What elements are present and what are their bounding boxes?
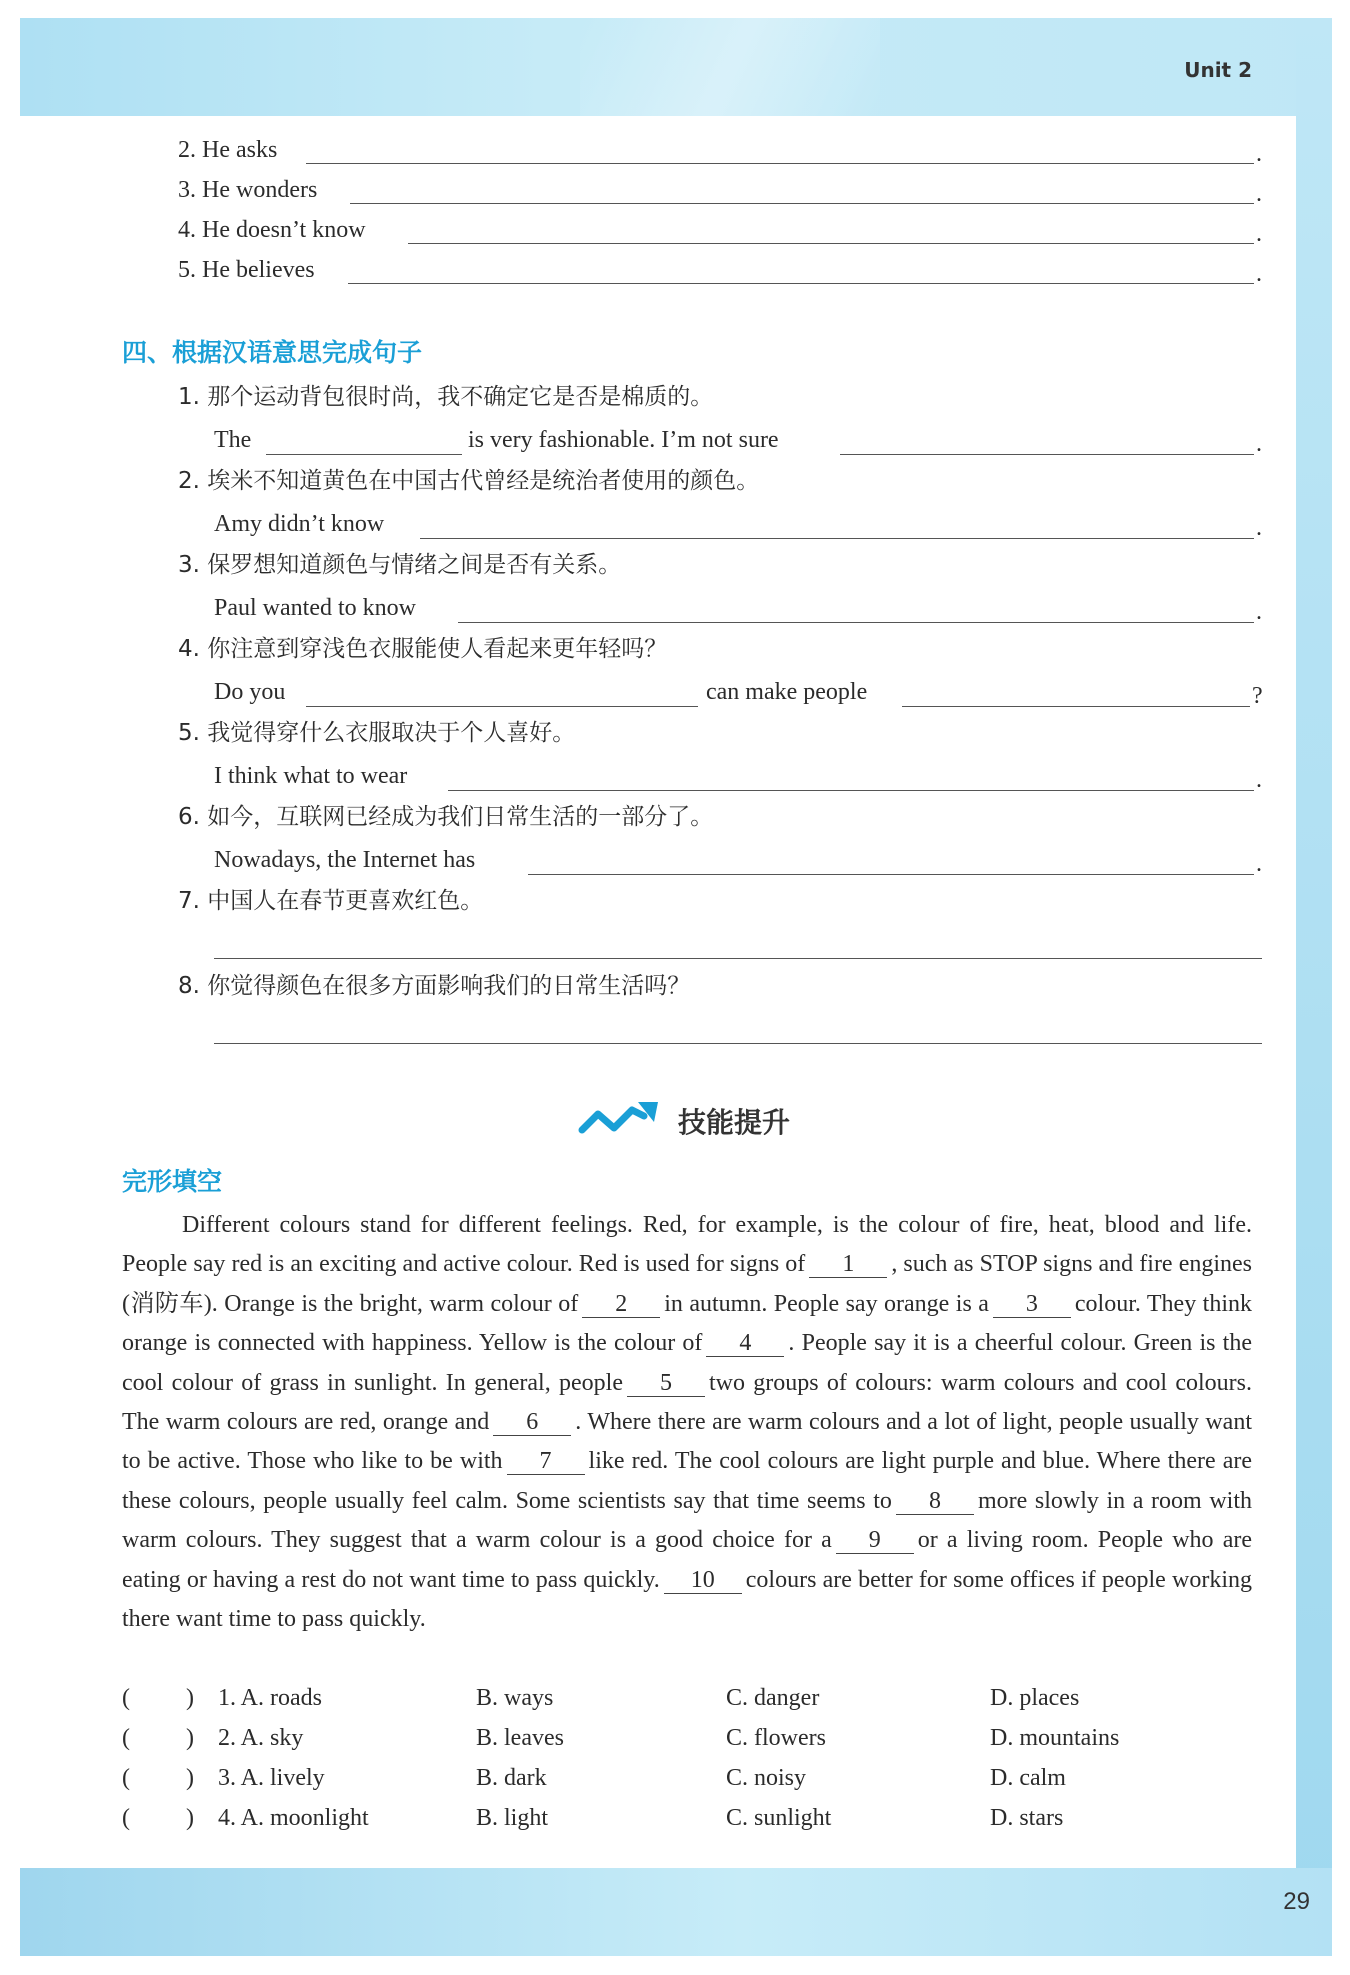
answer-line[interactable] — [448, 790, 1254, 791]
answer-line[interactable] — [214, 958, 1262, 959]
item-english-start: Paul wanted to know — [214, 595, 416, 621]
option-d[interactable]: D. places — [990, 1685, 1080, 1711]
answer-line[interactable] — [306, 706, 698, 707]
option-a[interactable]: 1. A. roads — [218, 1685, 322, 1711]
option-d[interactable]: D. calm — [990, 1765, 1066, 1791]
item-chinese: 6. 如今，互联网已经成为我们日常生活的一部分了。 — [178, 804, 714, 830]
answer-line[interactable] — [458, 622, 1254, 623]
blank-5[interactable]: 5 — [627, 1370, 705, 1397]
line-end: . — [1256, 431, 1262, 457]
line-end: . — [1256, 141, 1262, 167]
blank-4[interactable]: 4 — [706, 1330, 784, 1357]
answer-line[interactable] — [528, 874, 1254, 875]
answer-paren-close[interactable]: ) — [186, 1725, 194, 1751]
blank-8[interactable]: 8 — [896, 1488, 974, 1515]
answer-line[interactable] — [266, 454, 462, 455]
cloze-heading: 完形填空 — [122, 1167, 223, 1196]
option-c[interactable]: C. sunlight — [726, 1805, 832, 1831]
blank-6[interactable]: 6 — [493, 1409, 571, 1436]
item-chinese: 2. 埃米不知道黄色在中国古代曾经是统治者使用的颜色。 — [178, 468, 760, 494]
skills-title: 技能提升 — [678, 1106, 791, 1139]
right-band — [1296, 18, 1332, 1956]
item-english-start: The — [214, 427, 252, 453]
answer-line[interactable] — [306, 163, 1254, 164]
passage-text: colours are better for some offices if people working there want time to pass quickly. — [122, 1566, 1253, 1633]
item-english-start: Do you — [214, 679, 286, 705]
blank-3[interactable]: 3 — [993, 1291, 1071, 1318]
option-a[interactable]: 2. A. sky — [218, 1725, 304, 1751]
option-b[interactable]: B. dark — [476, 1765, 547, 1791]
option-c[interactable]: C. noisy — [726, 1765, 807, 1791]
line-end: ? — [1252, 683, 1263, 709]
answer-paren-close[interactable]: ) — [186, 1765, 194, 1791]
passage-text: Different colours stand for different feelings. Red, for example, is the colour of fire, heat, blood and life. People say red is an exciting and active colour. Red is used for signs of — [122, 1212, 1252, 1278]
line-end: . — [1256, 261, 1262, 287]
blank-10[interactable]: 10 — [664, 1567, 742, 1594]
passage-text: two groups of colours: warm colours and cool colours. The warm colours are red, orange and — [122, 1369, 1252, 1436]
passage-text: more slowly in a room with warm colours. They suggest that a warm colour is a good choice for a — [122, 1487, 1253, 1554]
passage-text: . Where there are warm colours and a lot of light, people usually want to be active. Those who like to be with — [122, 1409, 1253, 1475]
answer-line[interactable] — [840, 454, 1254, 455]
line-end: . — [1256, 221, 1262, 247]
item-chinese: 5. 我觉得穿什么衣服取决于个人喜好。 — [178, 720, 576, 746]
item-chinese: 1. 那个运动背包很时尚，我不确定它是否是棉质的。 — [178, 384, 714, 410]
answer-line[interactable] — [350, 203, 1254, 204]
header-band — [20, 18, 1332, 116]
item-english-start: I think what to wear — [214, 763, 408, 789]
item-english-mid: is very fashionable. I’m not sure — [468, 427, 779, 453]
answer-paren-open[interactable]: ( — [122, 1685, 130, 1711]
answer-paren-open[interactable]: ( — [122, 1765, 130, 1791]
option-b[interactable]: B. light — [476, 1805, 549, 1831]
item-chinese: 8. 你觉得颜色在很多方面影响我们的日常生活吗？ — [178, 973, 691, 999]
blank-9[interactable]: 9 — [836, 1527, 914, 1554]
section-heading: 四、根据汉语意思完成句子 — [122, 338, 423, 367]
cloze-passage — [122, 1206, 1252, 1639]
answer-line[interactable] — [408, 243, 1254, 244]
item-english-start: Nowadays, the Internet has — [214, 847, 476, 873]
option-a[interactable]: 3. A. lively — [218, 1765, 325, 1791]
item-chinese: 3. 保罗想知道颜色与情绪之间是否有关系。 — [178, 552, 622, 578]
passage-text: colour. They think orange is connected with happiness. Yellow is the colour of — [122, 1290, 1253, 1357]
line-end: . — [1256, 599, 1262, 625]
answer-line[interactable] — [214, 1043, 1262, 1044]
answer-paren-open[interactable]: ( — [122, 1725, 130, 1751]
passage-text: . People say it is a cheerful colour. Green is the cool colour of grass in sunlight. In general, people — [122, 1330, 1252, 1396]
answer-line[interactable] — [348, 283, 1254, 284]
line-end: . — [1256, 767, 1262, 793]
option-c[interactable]: C. danger — [726, 1685, 820, 1711]
option-c[interactable]: C. flowers — [726, 1725, 826, 1751]
answer-line[interactable] — [420, 538, 1254, 539]
reported-prompt-3: 3. He wonders — [178, 177, 318, 203]
option-b[interactable]: B. leaves — [476, 1725, 564, 1751]
item-chinese: 4. 你注意到穿浅色衣服能使人看起来更年轻吗？ — [178, 636, 668, 662]
option-a[interactable]: 4. A. moonlight — [218, 1805, 369, 1831]
trend-up-icon — [578, 1100, 662, 1140]
answer-line[interactable] — [902, 706, 1250, 707]
option-d[interactable]: D. mountains — [990, 1725, 1120, 1751]
option-d[interactable]: D. stars — [990, 1805, 1064, 1831]
item-chinese: 7. 中国人在春节更喜欢红色。 — [178, 888, 484, 914]
unit-label: Unit 2 — [1184, 58, 1252, 82]
reported-prompt-4: 4. He doesn’t know — [178, 217, 366, 243]
line-end: . — [1256, 181, 1262, 207]
answer-paren-open[interactable]: ( — [122, 1805, 130, 1831]
blank-7[interactable]: 7 — [507, 1448, 585, 1475]
passage-text: like red. The cool colours are light purple and blue. Where there are these colours, people usually feel calm. Some scientists say that time seems to — [122, 1448, 1252, 1514]
reported-prompt-5: 5. He believes — [178, 257, 315, 283]
reported-prompt-2: 2. He asks — [178, 137, 278, 163]
footer-band — [20, 1868, 1332, 1956]
answer-paren-close[interactable]: ) — [186, 1805, 194, 1831]
line-end: . — [1256, 515, 1262, 541]
blank-1[interactable]: 1 — [809, 1251, 887, 1278]
passage-text: in autumn. People say orange is a — [664, 1290, 989, 1317]
item-english-start: Amy didn’t know — [214, 511, 385, 537]
option-b[interactable]: B. ways — [476, 1685, 554, 1711]
answer-paren-close[interactable]: ) — [186, 1685, 194, 1711]
item-english-mid: can make people — [706, 679, 868, 705]
passage-text: , such as STOP signs and fire engines (消防车). Orange is the bright, warm colour of — [122, 1251, 1253, 1317]
passage-text: or a living room. People who are eating or having a rest do not want time to pass quickly. — [122, 1527, 1252, 1593]
page-number: 29 — [1283, 1888, 1310, 1915]
blank-2[interactable]: 2 — [582, 1291, 660, 1318]
line-end: . — [1256, 851, 1262, 877]
